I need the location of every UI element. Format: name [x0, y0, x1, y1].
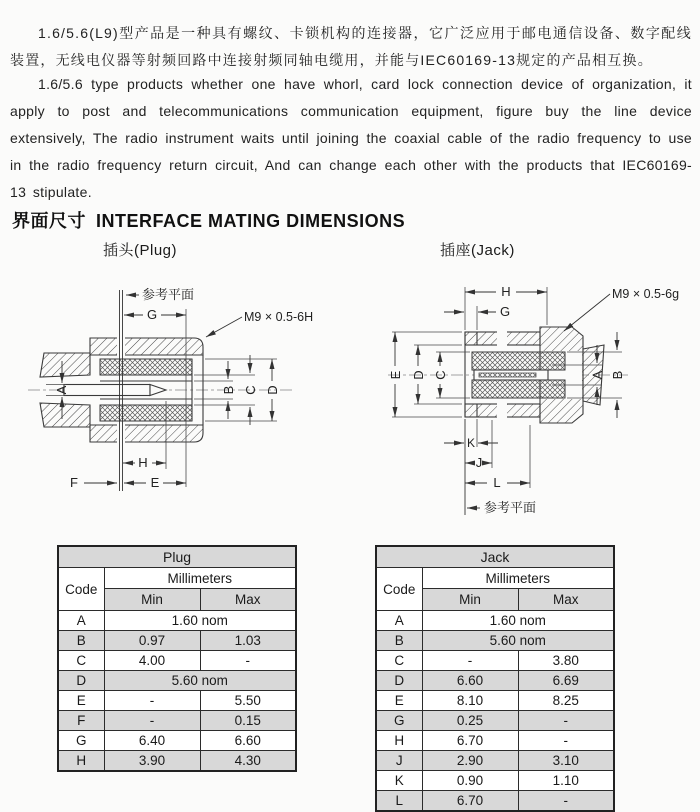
table-row [58, 568, 296, 589]
table-row [376, 731, 614, 751]
jack-table-title: Jack [376, 546, 614, 568]
table-cell: 6.60 [200, 731, 296, 751]
table-cell: 5.60 nom [104, 671, 296, 691]
table-row [376, 611, 614, 631]
jack-drawing [388, 284, 679, 515]
technical-drawings [0, 275, 700, 535]
jack-thread-label: M9 × 0.5-6g [612, 287, 680, 301]
table-cell: L [376, 791, 422, 812]
table-cell: - [518, 791, 614, 812]
plug-drawing [28, 287, 313, 491]
table-cell: D [376, 671, 422, 691]
table-row [58, 651, 296, 671]
plug-table [57, 545, 297, 772]
plug-thread-callout [206, 310, 313, 337]
table-row [376, 631, 614, 651]
jack-table-min-header: Min [422, 589, 518, 611]
table-cell: 0.90 [422, 771, 518, 791]
table-cell: H [58, 751, 104, 772]
table-cell: C [376, 651, 422, 671]
plug-table-code-header: Code [58, 568, 104, 611]
jack-dim-label-k: K [466, 436, 476, 450]
jack-dim-label-d: D [411, 370, 426, 380]
table-row [58, 731, 296, 751]
plug-dim-label-g: G [146, 307, 158, 322]
section-heading-en: INTERFACE MATING DIMENSIONS [96, 210, 406, 231]
jack-dim-label-c: C [433, 370, 448, 380]
plug-table-title: Plug [58, 546, 296, 568]
plug-ref-plane-label: 参考平面 [142, 287, 195, 302]
table-row [376, 691, 614, 711]
table-cell: 6.40 [104, 731, 200, 751]
plug-dim-label-c: C [243, 385, 258, 395]
section-heading [12, 207, 405, 233]
jack-dim-label-e: E [388, 370, 403, 380]
table-cell: 0.15 [200, 711, 296, 731]
jack-dim-label-g: G [499, 304, 511, 319]
table-row [58, 711, 296, 731]
jack-body [465, 327, 604, 423]
table-cell: 6.60 [422, 671, 518, 691]
plug-dim-label-d: D [265, 385, 280, 395]
table-cell: 1.60 nom [104, 611, 296, 631]
table-cell: 3.10 [518, 751, 614, 771]
table-cell: - [104, 691, 200, 711]
table-cell: H [376, 731, 422, 751]
table-row [376, 791, 614, 812]
jack-table-unit-header: Millimeters [422, 568, 614, 589]
intro-paragraph-zh: 1.6/5.6(L9)型产品是一种具有螺纹、卡锁机构的连接器，它广泛应用于邮电通信设备、数字配线装置，无线电仪器等射频回路中连接射频同轴电缆用，并能与IEC60169-13规定的产品相互换。 [10, 25, 692, 68]
table-cell: 5.50 [200, 691, 296, 711]
plug-dim-label-f: F [70, 475, 78, 490]
table-cell: A [376, 611, 422, 631]
plug-drawing-title: 插头(Plug) [103, 242, 178, 259]
table-cell: F [58, 711, 104, 731]
table-row [58, 611, 296, 631]
table-cell: 6.69 [518, 671, 614, 691]
table-cell: E [58, 691, 104, 711]
table-cell: 4.00 [104, 651, 200, 671]
table-cell: - [104, 711, 200, 731]
table-cell: G [58, 731, 104, 751]
plug-dim-label-a: A [54, 385, 69, 395]
table-row [376, 751, 614, 771]
plug-table-min-header: Min [104, 589, 200, 611]
table-cell: 6.70 [422, 731, 518, 751]
intro-paragraph-en: 1.6/5.6 type products whether one have whorl, card lock connection device of organization, it apply to post and telecommunications communication equipment, figure buy the line device extensively, The radio instrument waits until joining the coaxial cable of the radio frequency to use in the radio frequency return circuit, And can change each other with the products that IEC60169-13 stipulate. [10, 76, 692, 200]
table-row [58, 546, 296, 568]
table-row [58, 631, 296, 651]
table-cell: D [58, 671, 104, 691]
jack-ref-plane-label: 参考平面 [484, 500, 537, 515]
table-row [376, 546, 614, 568]
table-row [376, 651, 614, 671]
table-cell: C [58, 651, 104, 671]
table-cell: G [376, 711, 422, 731]
plug-dim-label-b: B [221, 385, 236, 395]
plug-table-max-header: Max [200, 589, 296, 611]
table-row [58, 751, 296, 772]
jack-drawing-title: 插座(Jack) [440, 242, 515, 259]
jack-table-max-header: Max [518, 589, 614, 611]
jack-dim-label-l: L [493, 475, 501, 490]
section-heading-zh: 界面尺寸 [12, 210, 86, 231]
jack-table [375, 545, 615, 812]
jack-dim-label-a: A [590, 370, 605, 380]
table-cell: 8.25 [518, 691, 614, 711]
table-cell: A [58, 611, 104, 631]
plug-dim-label-e: E [150, 475, 160, 490]
table-cell: 3.80 [518, 651, 614, 671]
table-row [58, 691, 296, 711]
table-cell: 2.90 [422, 751, 518, 771]
table-row [376, 671, 614, 691]
table-cell: - [200, 651, 296, 671]
table-cell: 0.97 [104, 631, 200, 651]
plug-dim-label-h: H [138, 455, 148, 470]
plug-thread-label: M9 × 0.5-6H [244, 310, 314, 324]
table-cell: B [376, 631, 422, 651]
table-cell: 0.25 [422, 711, 518, 731]
table-cell: - [518, 711, 614, 731]
table-cell: 1.60 nom [422, 611, 614, 631]
table-cell: - [422, 651, 518, 671]
table-row [376, 711, 614, 731]
table-cell: K [376, 771, 422, 791]
table-cell: 6.70 [422, 791, 518, 812]
table-cell: 1.10 [518, 771, 614, 791]
jack-dim-label-j: J [475, 455, 483, 470]
table-cell: 1.03 [200, 631, 296, 651]
jack-thread-callout [564, 287, 679, 331]
jack-dim-label-h: H [501, 284, 511, 299]
table-cell: E [376, 691, 422, 711]
plug-table-unit-header: Millimeters [104, 568, 296, 589]
table-cell: 5.60 nom [422, 631, 614, 651]
jack-table-code-header: Code [376, 568, 422, 611]
jack-dim-label-b: B [610, 370, 625, 380]
table-row [376, 771, 614, 791]
table-cell: 3.90 [104, 751, 200, 772]
table-cell: B [58, 631, 104, 651]
table-cell: J [376, 751, 422, 771]
table-row [58, 671, 296, 691]
table-row [376, 568, 614, 589]
table-cell: 4.30 [200, 751, 296, 772]
table-cell: 8.10 [422, 691, 518, 711]
table-cell: - [518, 731, 614, 751]
